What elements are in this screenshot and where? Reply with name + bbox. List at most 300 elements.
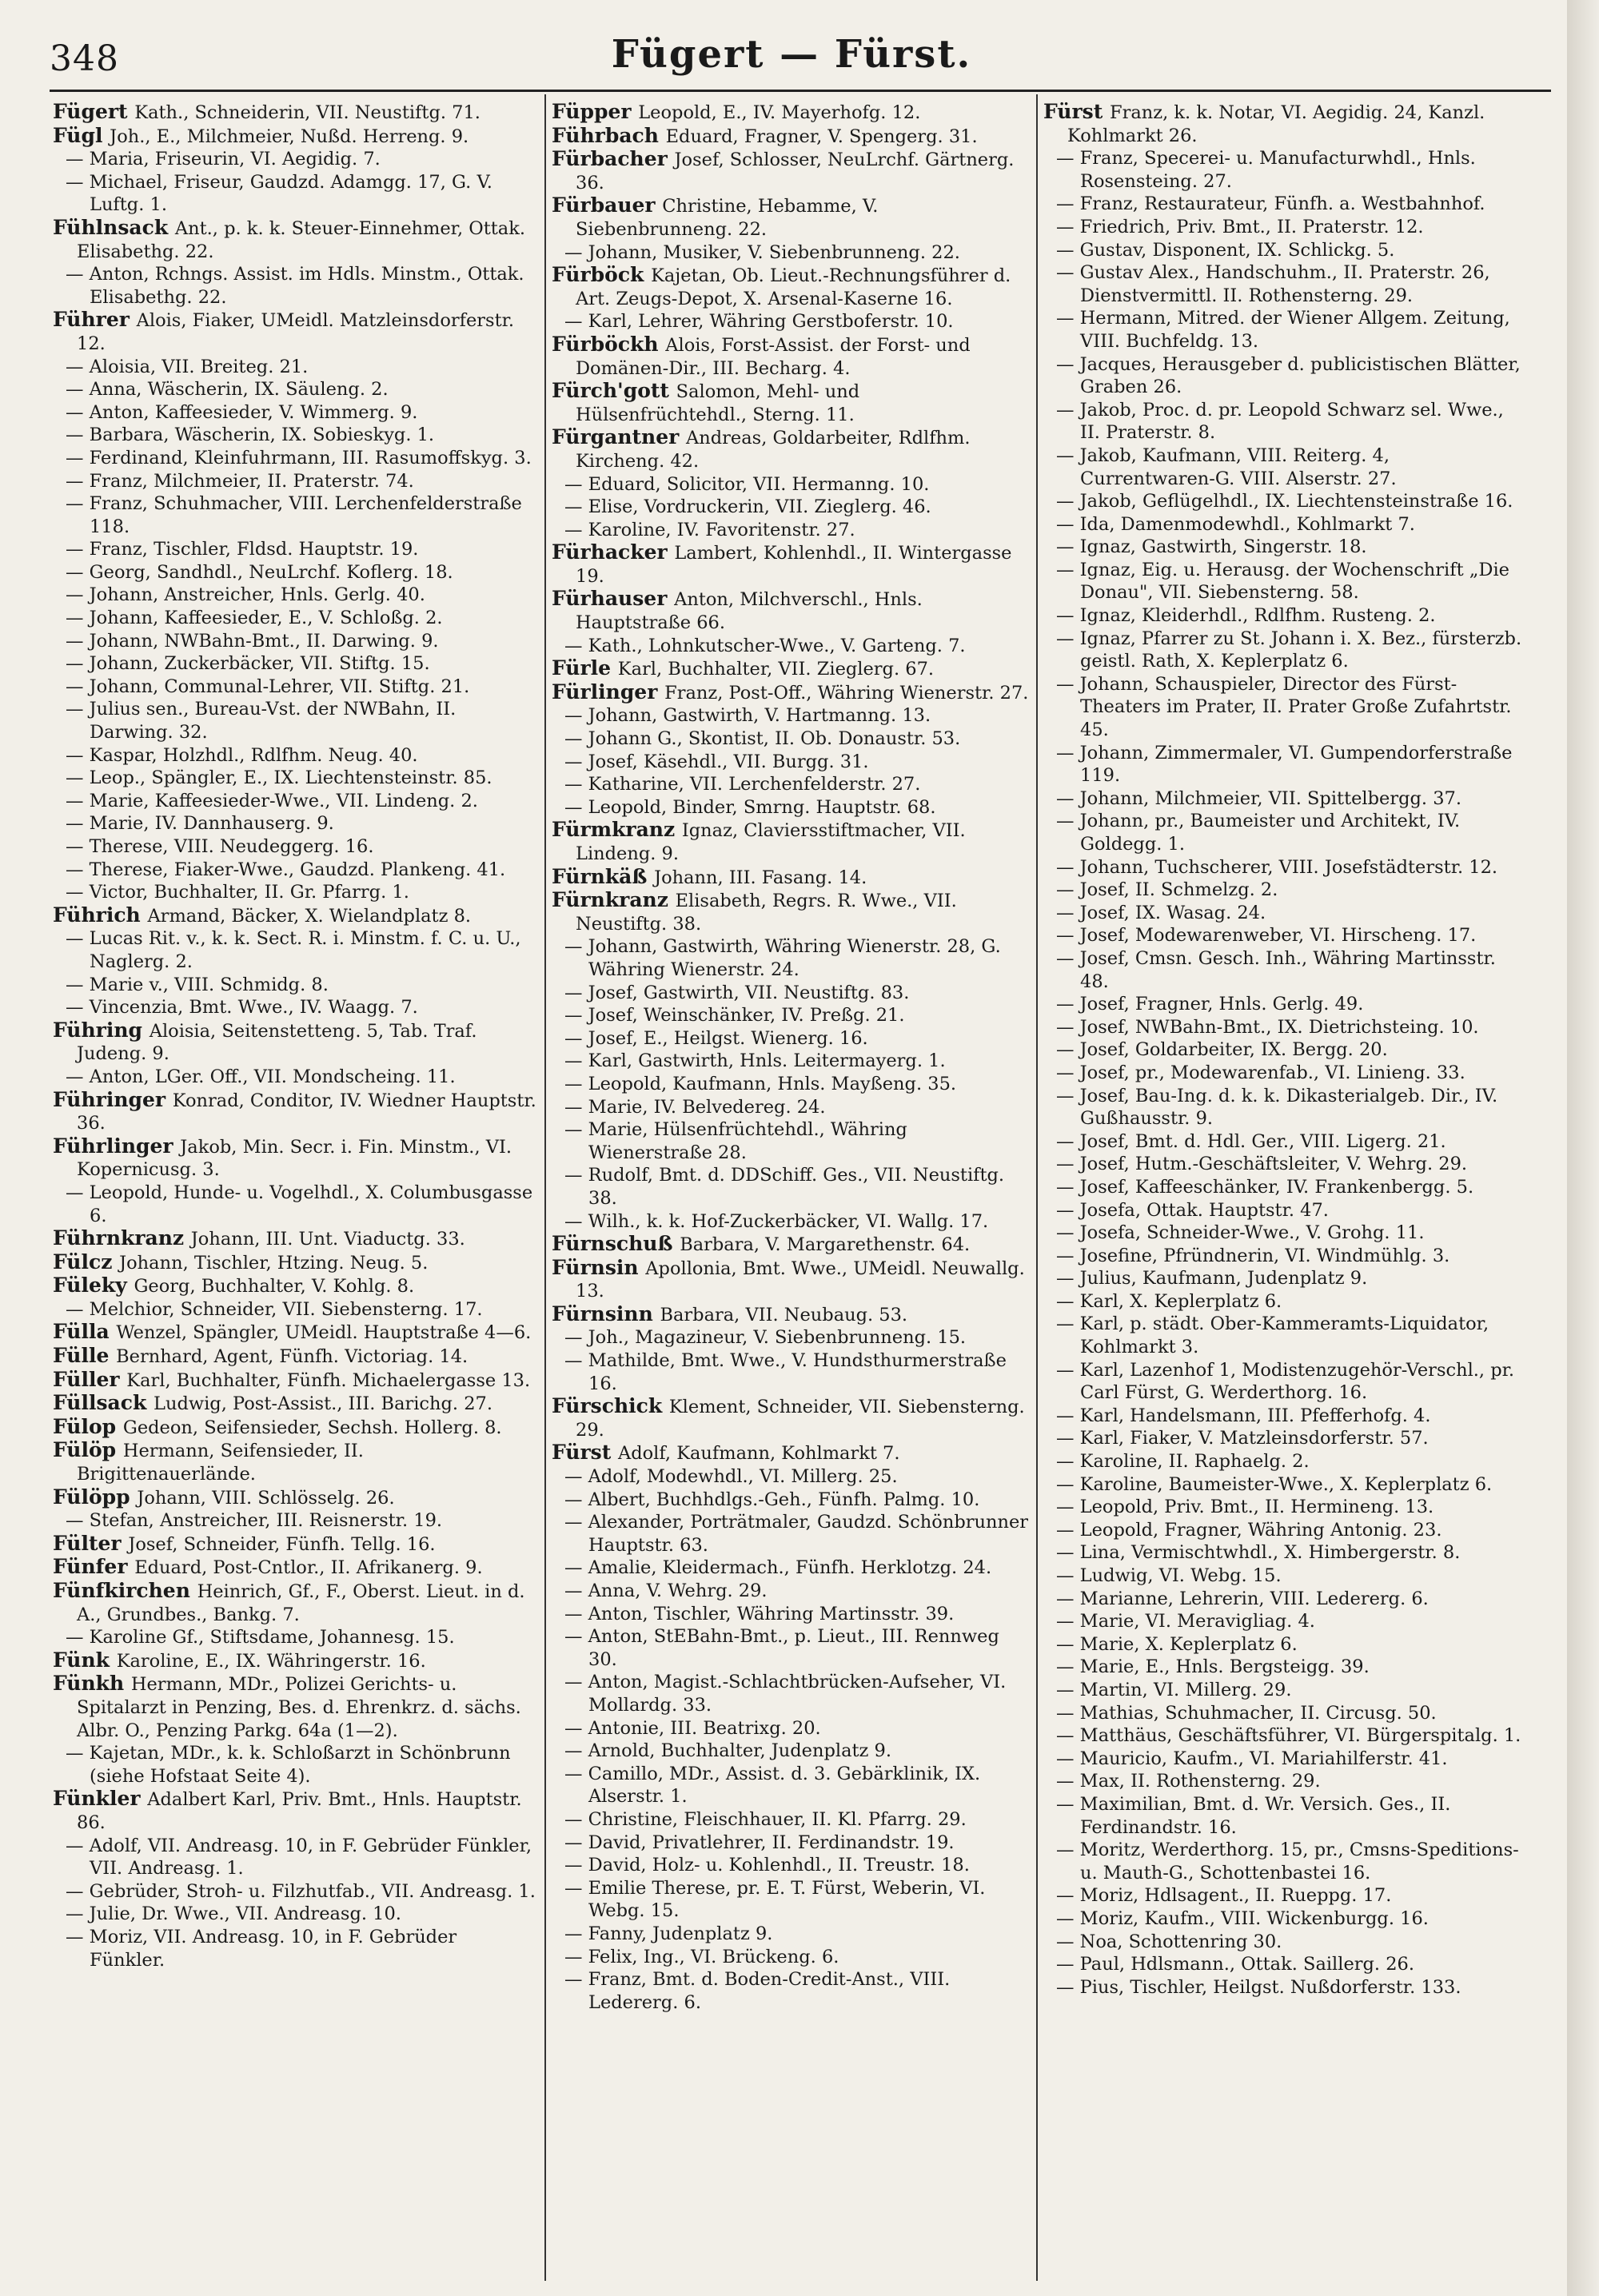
entry-text: Alois, Fiaker, UMeidl. Matzleinsdorferstr. 12. <box>77 310 515 354</box>
ditto-dash: — <box>66 584 90 606</box>
ditto-dash: — <box>564 705 588 727</box>
ditto-dash: — <box>1056 1290 1080 1312</box>
entry-text: Wilh., k. k. Hof-Zuckerbäcker, VI. Wallg. 17. <box>588 1210 989 1232</box>
ditto-dash: — <box>564 1603 588 1624</box>
directory-entry <box>53 263 536 309</box>
entry-text: David, Privatlehrer, II. Ferdinandstr. 19. <box>588 1832 955 1853</box>
ditto-dash: — <box>1056 856 1080 878</box>
directory-entry <box>53 470 536 493</box>
directory-entry <box>53 1439 536 1485</box>
entry-text: Elisabeth, Regrs. R. Wwe., VII. Neustiftg. 38. <box>576 891 957 935</box>
directory-entry <box>53 1626 536 1649</box>
directory-entry <box>53 309 536 355</box>
entry-text: Karl, Fiaker, V. Matzleinsdorferstr. 57. <box>1079 1428 1429 1449</box>
directory-entry <box>53 1345 536 1369</box>
ditto-dash: — <box>564 1489 588 1510</box>
directory-entry <box>1043 1085 1527 1130</box>
entry-text: Christine, Fleischhauer, II. Kl. Pfarrg. 29. <box>588 1808 967 1830</box>
entry-text: Antonie, III. Beatrixg. 20. <box>588 1717 821 1739</box>
ditto-dash: — <box>564 1466 588 1488</box>
ditto-dash: — <box>1056 308 1080 329</box>
entry-text: Barbara, V. Margarethenstr. 64. <box>680 1234 971 1256</box>
entry-surname: Füpper <box>552 101 639 123</box>
ditto-dash: — <box>564 1717 588 1739</box>
directory-entry <box>53 812 536 835</box>
directory-entry <box>552 588 1031 634</box>
directory-entry <box>1043 879 1527 902</box>
directory-entry <box>552 819 1031 865</box>
directory-entry <box>552 1349 1031 1395</box>
entry-text: Karoline, E., IX. Währingerstr. 16. <box>116 1650 426 1672</box>
directory-entry <box>552 1073 1031 1096</box>
directory-entry <box>552 1233 1031 1257</box>
ditto-dash: — <box>1056 216 1080 237</box>
ditto-dash: — <box>1056 1405 1080 1426</box>
directory-entry <box>53 447 536 470</box>
entry-text: Franz, Tischler, Fldsd. Hauptstr. 19. <box>89 539 419 560</box>
directory-entry <box>1043 1839 1527 1884</box>
ditto-dash: — <box>1056 1885 1080 1907</box>
ditto-dash: — <box>66 630 90 652</box>
entry-surname: Fülcz <box>53 1250 120 1274</box>
entry-text: Josef, Bmt. d. Hdl. Ger., VIII. Ligerg. 21. <box>1079 1130 1446 1152</box>
directory-entry <box>53 538 536 561</box>
ditto-dash: — <box>564 311 588 333</box>
directory-entry <box>1043 787 1527 811</box>
directory-entry <box>53 584 536 607</box>
ditto-dash: — <box>66 1182 90 1203</box>
directory-entry <box>53 1251 536 1275</box>
directory-entry <box>552 1303 1031 1327</box>
directory-entry <box>1043 810 1527 855</box>
directory-entry <box>53 561 536 584</box>
entry-surname: Fürle <box>552 656 618 680</box>
entry-text: Lambert, Kohlenhdl., II. Wintergasse 19. <box>576 543 1012 587</box>
directory-entry <box>53 1649 536 1673</box>
ditto-dash: — <box>1056 811 1080 832</box>
entry-text: Leopold, Kaufmann, Hnls. Mayßeng. 35. <box>588 1073 957 1094</box>
entry-text: Arnold, Buchhalter, Judenplatz 9. <box>588 1740 892 1762</box>
entry-text: Marie, Hülsenfrüchtehdl., Währing Wienerstraße 28. <box>588 1119 907 1163</box>
directory-entry <box>552 1050 1031 1073</box>
entry-surname: Fürhauser <box>552 587 675 611</box>
directory-entry <box>552 333 1031 380</box>
ditto-dash: — <box>564 1096 588 1118</box>
entry-text: Leop., Spängler, E., IX. Liechtensteinstr. 85. <box>89 767 492 789</box>
ditto-dash: — <box>1056 536 1080 558</box>
ditto-dash: — <box>1056 1428 1080 1449</box>
ditto-dash: — <box>564 496 588 518</box>
entry-text: Karoline, Baumeister-Wwe., X. Keplerplatz 6. <box>1079 1473 1493 1495</box>
directory-entry <box>53 1369 536 1393</box>
ditto-dash: — <box>66 1510 90 1532</box>
ditto-dash: — <box>66 699 90 720</box>
ditto-dash: — <box>1056 1931 1080 1952</box>
ditto-dash: — <box>1056 1062 1080 1083</box>
entry-surname: Fürböck <box>552 263 652 287</box>
entry-text: Johann, Schauspieler, Director des Fürst-Theaters im Prater, II. Prater Große Zufahrtstr. 45. <box>1079 673 1512 741</box>
directory-entry <box>552 148 1031 194</box>
entry-text: Franz, Restaurateur, Fünfh. a. Westbahnhof. <box>1079 193 1485 215</box>
ditto-dash: — <box>1056 1473 1080 1495</box>
directory-entry <box>53 881 536 904</box>
ditto-dash: — <box>564 1832 588 1853</box>
entry-surname: Fünk <box>53 1648 117 1672</box>
ditto-dash: — <box>66 836 90 857</box>
ditto-dash: — <box>1056 1725 1080 1747</box>
entry-text: Josefa, Schneider-Wwe., V. Grohg. 11. <box>1079 1222 1425 1244</box>
entry-text: Moriz, Kaufm., VIII. Wickenburgg. 16. <box>1079 1907 1429 1929</box>
ditto-dash: — <box>66 653 90 675</box>
entry-text: Konrad, Conditor, IV. Wiedner Hauptstr. 36. <box>77 1090 536 1134</box>
directory-entry <box>552 1808 1031 1832</box>
entry-surname: Fürbauer <box>552 193 663 217</box>
directory-entry <box>53 1835 536 1880</box>
directory-entry <box>552 1968 1031 2014</box>
ditto-dash: — <box>1056 787 1080 809</box>
directory-entry <box>552 1557 1031 1580</box>
ditto-dash: — <box>1056 193 1080 215</box>
entry-text: Joh., E., Milchmeier, Nußd. Herreng. 9. <box>110 126 469 147</box>
entry-text: Anton, Tischler, Währing Martinsstr. 39. <box>588 1603 955 1624</box>
directory-entry <box>1043 1427 1527 1450</box>
ditto-dash: — <box>1056 673 1080 695</box>
ditto-dash: — <box>66 974 90 995</box>
directory-entry <box>53 927 536 973</box>
directory-entry <box>53 1227 536 1251</box>
entry-surname: Fürnkranz <box>552 888 676 912</box>
ditto-dash: — <box>66 1880 90 1902</box>
entry-text: Karl, Buchhalter, VII. Zieglerg. 67. <box>617 659 935 680</box>
directory-entry <box>552 1511 1031 1557</box>
directory-entry <box>53 401 536 425</box>
entry-text: Ferdinand, Kleinfuhrmann, III. Rasumoffskyg. 3. <box>89 447 532 468</box>
directory-entry <box>1043 1656 1527 1679</box>
entry-text: Klement, Schneider, VII. Siebensterng. 29. <box>576 1397 1025 1441</box>
ditto-dash: — <box>66 882 90 903</box>
directory-entry <box>552 1603 1031 1626</box>
entry-text: Marie, X. Keplerplatz 6. <box>1079 1633 1298 1655</box>
directory-entry <box>552 496 1031 519</box>
entry-text: Josef, pr., Modewarenfab., VI. Linieng. 33. <box>1079 1062 1465 1083</box>
directory-entry <box>1043 1199 1527 1222</box>
ditto-dash: — <box>66 401 90 423</box>
ditto-dash: — <box>564 774 588 795</box>
directory-entry <box>552 1740 1031 1763</box>
entry-text: Josef, II. Schmelzg. 2. <box>1079 879 1278 901</box>
directory-entry <box>53 378 536 401</box>
entry-text: Maximilian, Bmt. d. Wr. Versich. Ges., II. Ferdinandstr. 16. <box>1079 1793 1451 1838</box>
entry-text: Leopold, Priv. Bmt., II. Hermineng. 13. <box>1079 1497 1434 1518</box>
ditto-dash: — <box>1056 1840 1080 1861</box>
directory-entry <box>1043 1610 1527 1633</box>
ditto-dash: — <box>564 1946 588 1967</box>
entry-text: Josef, Käsehdl., VII. Burgg. 31. <box>588 751 869 772</box>
entry-surname: Fürnsinn <box>552 1301 660 1325</box>
entry-text: Ignaz, Gastwirth, Singerstr. 18. <box>1079 536 1367 558</box>
ditto-dash: — <box>1056 1771 1080 1792</box>
entry-text: Jakob, Proc. d. pr. Leopold Schwarz sel. Wwe., II. Praterstr. 8. <box>1079 399 1504 444</box>
entry-text: Johann, pr., Baumeister und Architekt, IV. Goldegg. 1. <box>1079 811 1461 855</box>
entry-text: Andreas, Goldarbeiter, Rdlfhm. Kircheng. 42. <box>576 428 971 472</box>
directory-entry <box>552 380 1031 426</box>
directory-entry <box>53 217 536 263</box>
entry-text: Eduard, Fragner, V. Spengerg. 31. <box>665 126 978 147</box>
directory-entry <box>552 541 1031 588</box>
directory-entry <box>552 1625 1031 1671</box>
entry-text: Barbara, Wäscherin, IX. Sobieskyg. 1. <box>89 425 435 446</box>
entry-text: Franz, Bmt. d. Boden-Credit-Anst., VIII. Ledererg. 6. <box>588 1969 951 2013</box>
ditto-dash: — <box>564 1855 588 1876</box>
directory-entry <box>1043 1884 1527 1907</box>
entry-surname: Fülöpp <box>53 1485 138 1509</box>
directory-entry <box>53 1416 536 1440</box>
directory-entry <box>1043 444 1527 490</box>
entry-text: Therese, Fiaker-Wwe., Gaudzd. Plankeng. 41. <box>89 859 506 880</box>
entry-surname: Fülop <box>53 1414 123 1438</box>
directory-entry <box>53 652 536 676</box>
entry-text: Maria, Friseurin, VI. Aegidig. 7. <box>89 149 381 170</box>
directory-entry <box>1043 1907 1527 1931</box>
entry-surname: Fügl <box>53 123 110 147</box>
directory-entry <box>552 1763 1031 1808</box>
entry-text: Ignaz, Pfarrer zu St. Johann i. X. Bez., fürsterzb. geistl. Rath, X. Keplerplatz 6. <box>1079 628 1522 672</box>
directory-entry <box>552 889 1031 935</box>
entry-text: Elise, Vordruckerin, VII. Zieglerg. 46. <box>588 496 931 518</box>
directory-entry <box>53 1926 536 1971</box>
entry-text: Lucas Rit. v., k. k. Sect. R. i. Minstm. f. C. u. U., Naglerg. 2. <box>89 928 521 972</box>
entry-text: Moriz, Hdlsagent., II. Rueppg. 17. <box>1079 1885 1392 1907</box>
ditto-dash: — <box>564 728 588 750</box>
directory-entry <box>53 607 536 630</box>
directory-entry <box>1043 1931 1527 1954</box>
ditto-dash: — <box>564 982 588 1003</box>
directory-entry <box>552 1923 1031 1946</box>
ditto-dash: — <box>564 1626 588 1648</box>
ditto-dash: — <box>66 171 90 193</box>
entry-text: Melchior, Schneider, VII. Siebensterng. 17. <box>89 1298 483 1320</box>
directory-entry <box>53 835 536 859</box>
entry-surname: Führer <box>53 308 137 332</box>
entry-text: Johann, III. Unt. Viaductg. 33. <box>190 1229 465 1250</box>
entry-surname: Fürmkranz <box>552 818 682 842</box>
entry-surname: Führich <box>53 903 148 927</box>
entry-text: Leopold, Fragner, Währing Antonig. 23. <box>1079 1519 1442 1541</box>
entry-text: Moritz, Werderthorg. 15, pr., Cmsns-Speditions- u. Mauth-G., Schottenbastei 16. <box>1079 1840 1519 1883</box>
entry-text: Kaspar, Holzhdl., Rdlfhm. Neug. 40. <box>89 744 418 766</box>
ditto-dash: — <box>1056 1633 1080 1655</box>
directory-entry <box>1043 947 1527 993</box>
entry-surname: Fürhacker <box>552 540 675 564</box>
directory-entry <box>552 1946 1031 1969</box>
directory-entry <box>1043 1405 1527 1428</box>
entry-surname: Fühlnsack <box>53 215 175 239</box>
directory-entry <box>53 125 536 149</box>
entry-text: Aloisia, Seitenstetteng. 5, Tab. Traf. Judeng. 9. <box>77 1020 477 1065</box>
ditto-dash: — <box>1056 605 1080 627</box>
entry-text: Karl, Handelsmann, III. Pfefferhofg. 4. <box>1079 1405 1431 1426</box>
entry-surname: Fülter <box>53 1531 129 1555</box>
directory-entry <box>1043 1793 1527 1839</box>
directory-entry <box>1043 1130 1527 1154</box>
directory-entry <box>552 310 1031 333</box>
entry-surname: Fürschick <box>552 1394 669 1418</box>
entry-text: Julius sen., Bureau-Vst. der NWBahn, II. Darwing. 32. <box>89 699 457 743</box>
ditto-dash: — <box>66 676 90 697</box>
ditto-dash: — <box>1056 925 1080 947</box>
directory-entry <box>1043 1496 1527 1519</box>
ditto-dash: — <box>1056 1245 1080 1266</box>
directory-entry <box>552 657 1031 681</box>
ditto-dash: — <box>564 1073 588 1094</box>
entry-text: Johann, Milchmeier, VII. Spittelbergg. 37. <box>1079 787 1461 809</box>
directory-entry <box>1043 1450 1527 1473</box>
entry-text: Bernhard, Agent, Fünfh. Victoriag. 14. <box>116 1346 469 1368</box>
entry-text: Johann, Musiker, V. Siebenbrunneng. 22. <box>588 241 960 263</box>
entry-text: Paul, Hdlsmann., Ottak. Saillerg. 26. <box>1079 1954 1415 1975</box>
directory-entry <box>53 424 536 447</box>
entry-text: Kajetan, MDr., k. k. Schloßarzt in Schönbrunn (siehe Hofstaat Seite 4). <box>89 1743 511 1787</box>
directory-entry <box>552 1210 1031 1234</box>
ditto-dash: — <box>564 1969 588 1991</box>
column-divider <box>544 94 546 2281</box>
directory-entry <box>552 1671 1031 1716</box>
entry-surname: Fülöp <box>53 1438 123 1462</box>
ditto-dash: — <box>66 790 90 811</box>
entry-text: Anton, Magist.-Schlachtbrücken-Aufseher, VI. Mollardg. 33. <box>588 1672 1007 1716</box>
entry-text: Franz, k. k. Notar, VI. Aegidig. 24, Kanzl. Kohlmarkt 26. <box>1067 102 1485 146</box>
ditto-dash: — <box>1056 1039 1080 1061</box>
entry-text: Kath., Lohnkutscher-Wwe., V. Garteng. 7. <box>588 635 966 656</box>
directory-entry <box>53 171 536 217</box>
directory-entry <box>1043 924 1527 947</box>
entry-surname: Fürnsin <box>552 1255 646 1279</box>
ditto-dash: — <box>66 608 90 629</box>
entry-surname: Führinger <box>53 1087 173 1111</box>
ditto-dash: — <box>66 264 90 285</box>
entry-text: Heinrich, Gf., F., Oberst. Lieut. in d. A., Grundbes., Bankg. 7. <box>77 1581 525 1625</box>
entry-text: Josef, Gastwirth, VII. Neustiftg. 83. <box>588 982 910 1003</box>
entry-text: Josef, Kaffeeschänker, IV. Frankenbergg. 5. <box>1079 1176 1474 1198</box>
entry-text: Mauricio, Kaufm., VI. Mariahilferstr. 41. <box>1079 1748 1448 1769</box>
entry-text: Josef, E., Heilgst. Wienerg. 16. <box>588 1027 868 1049</box>
directory-entry <box>552 241 1031 265</box>
entry-surname: Füller <box>53 1367 127 1391</box>
entry-surname: Fürlinger <box>552 680 665 704</box>
entry-surname: Fülle <box>53 1344 117 1368</box>
directory-entry <box>552 1326 1031 1349</box>
ditto-dash: — <box>564 1512 588 1533</box>
ditto-dash: — <box>1056 1016 1080 1038</box>
entry-surname: Fürnschuß <box>552 1232 680 1256</box>
entry-text: Johann, Kaffeesieder, E., V. Schloßg. 2. <box>89 608 443 629</box>
entry-text: Anton, Kaffeesieder, V. Wimmerg. 9. <box>89 401 418 423</box>
entry-text: Albert, Buchhdlgs.-Geh., Fünfh. Palmg. 10. <box>588 1489 980 1510</box>
ditto-dash: — <box>564 1740 588 1762</box>
entry-text: Josef, Fragner, Hnls. Gerlg. 49. <box>1079 994 1364 1015</box>
directory-entry <box>53 1321 536 1345</box>
entry-text: Fanny, Judenplatz 9. <box>588 1923 773 1944</box>
directory-entry <box>53 101 536 125</box>
entry-text: Karoline, IV. Favoritenstr. 27. <box>588 519 855 540</box>
directory-entry <box>552 1118 1031 1164</box>
entry-text: Ludwig, VI. Webg. 15. <box>1079 1565 1282 1586</box>
entry-text: Ignaz, Claviersstiftmacher, VII. Lindeng. 9. <box>576 820 966 864</box>
ditto-dash: — <box>66 1066 90 1087</box>
ditto-dash: — <box>1056 444 1080 466</box>
directory-entry <box>1043 1290 1527 1313</box>
ditto-dash: — <box>1056 239 1080 261</box>
directory-entry <box>552 426 1031 472</box>
entry-surname: Füllsack <box>53 1391 154 1415</box>
ditto-dash: — <box>66 561 90 583</box>
ditto-dash: — <box>1056 879 1080 901</box>
entry-text: Michael, Friseur, Gaudzd. Adamgg. 17, G. V. Luftg. 1. <box>89 171 492 216</box>
entry-text: Franz, Milchmeier, II. Praterstr. 74. <box>89 470 414 492</box>
entry-text: Johann, Gastwirth, Währing Wienerstr. 28, G. Währing Wienerstr. 24. <box>588 936 1001 980</box>
ditto-dash: — <box>1056 513 1080 535</box>
entry-surname: Fünkler <box>53 1787 148 1811</box>
entry-surname: Fürst <box>1043 101 1110 123</box>
entry-text: Kath., Schneiderin, VII. Neustiftg. 71. <box>134 102 480 123</box>
entry-text: Ignaz, Kleiderhdl., Rdlfhm. Rusteng. 2. <box>1079 605 1436 627</box>
entry-surname: Führbach <box>552 123 666 147</box>
entry-surname: Füleky <box>53 1274 134 1297</box>
directory-entry <box>552 1257 1031 1303</box>
entry-surname: Fügert <box>53 101 135 123</box>
directory-entry <box>552 125 1031 149</box>
directory-entry <box>53 790 536 813</box>
entry-text: Leopold, Binder, Smrng. Hauptstr. 68. <box>588 796 936 818</box>
ditto-dash: — <box>66 997 90 1018</box>
directory-column-2 <box>552 101 1031 2275</box>
entry-text: Karoline Gf., Stiftsdame, Johannesg. 15. <box>89 1627 455 1648</box>
entry-text: Stefan, Anstreicher, III. Reisnerstr. 19. <box>89 1510 443 1532</box>
page-edge <box>1567 0 1599 2296</box>
ditto-dash: — <box>1056 1085 1080 1106</box>
entry-text: Ant., p. k. k. Steuer-Einnehmer, Ottak. Elisabethg. 22. <box>77 217 525 262</box>
directory-entry <box>1043 559 1527 604</box>
directory-entry <box>552 1441 1031 1465</box>
entry-surname: Fünfkirchen <box>53 1579 197 1602</box>
entry-text: Vincenzia, Bmt. Wwe., IV. Waagg. 7. <box>89 997 418 1018</box>
entry-text: David, Holz- u. Kohlenhdl., II. Treustr. 18. <box>588 1855 970 1876</box>
entry-text: Kajetan, Ob. Lieut.-Rechnungsführer d. Art. Zeugs-Depot, X. Arsenal-Kaserne 16. <box>576 265 1011 309</box>
entry-text: Katharine, VII. Lerchenfelderstr. 27. <box>588 774 921 795</box>
entry-text: Eduard, Post-Cntlor., II. Afrikanerg. 9. <box>134 1557 483 1579</box>
ditto-dash: — <box>564 1027 588 1049</box>
ditto-dash: — <box>66 149 90 170</box>
directory-entry <box>1043 1748 1527 1771</box>
directory-entry <box>1043 1313 1527 1358</box>
entry-text: Franz, Schuhmacher, VIII. Lerchenfelderstraße 118. <box>89 493 522 537</box>
directory-entry <box>552 704 1031 727</box>
header-rule <box>50 90 1551 92</box>
directory-entry <box>1043 1588 1527 1611</box>
ditto-dash: — <box>564 1327 588 1349</box>
entry-text: Gebrüder, Stroh- u. Filzhutfab., VII. Andreasg. 1. <box>89 1880 536 1902</box>
entry-text: Johann, VIII. Schlösselg. 26. <box>137 1487 395 1509</box>
directory-entry <box>1043 399 1527 444</box>
entry-text: Johann, Gastwirth, V. Hartmanng. 13. <box>588 705 931 727</box>
directory-entry <box>552 264 1031 310</box>
ditto-dash: — <box>1056 1542 1080 1564</box>
directory-entry <box>1043 1724 1527 1748</box>
entry-text: Josef, Schlosser, NeuLrchf. Gärtnerg. 36. <box>576 149 1015 193</box>
entry-text: Josefa, Ottak. Hauptstr. 47. <box>1079 1199 1329 1221</box>
directory-entry <box>53 744 536 767</box>
directory-entry <box>552 935 1031 981</box>
